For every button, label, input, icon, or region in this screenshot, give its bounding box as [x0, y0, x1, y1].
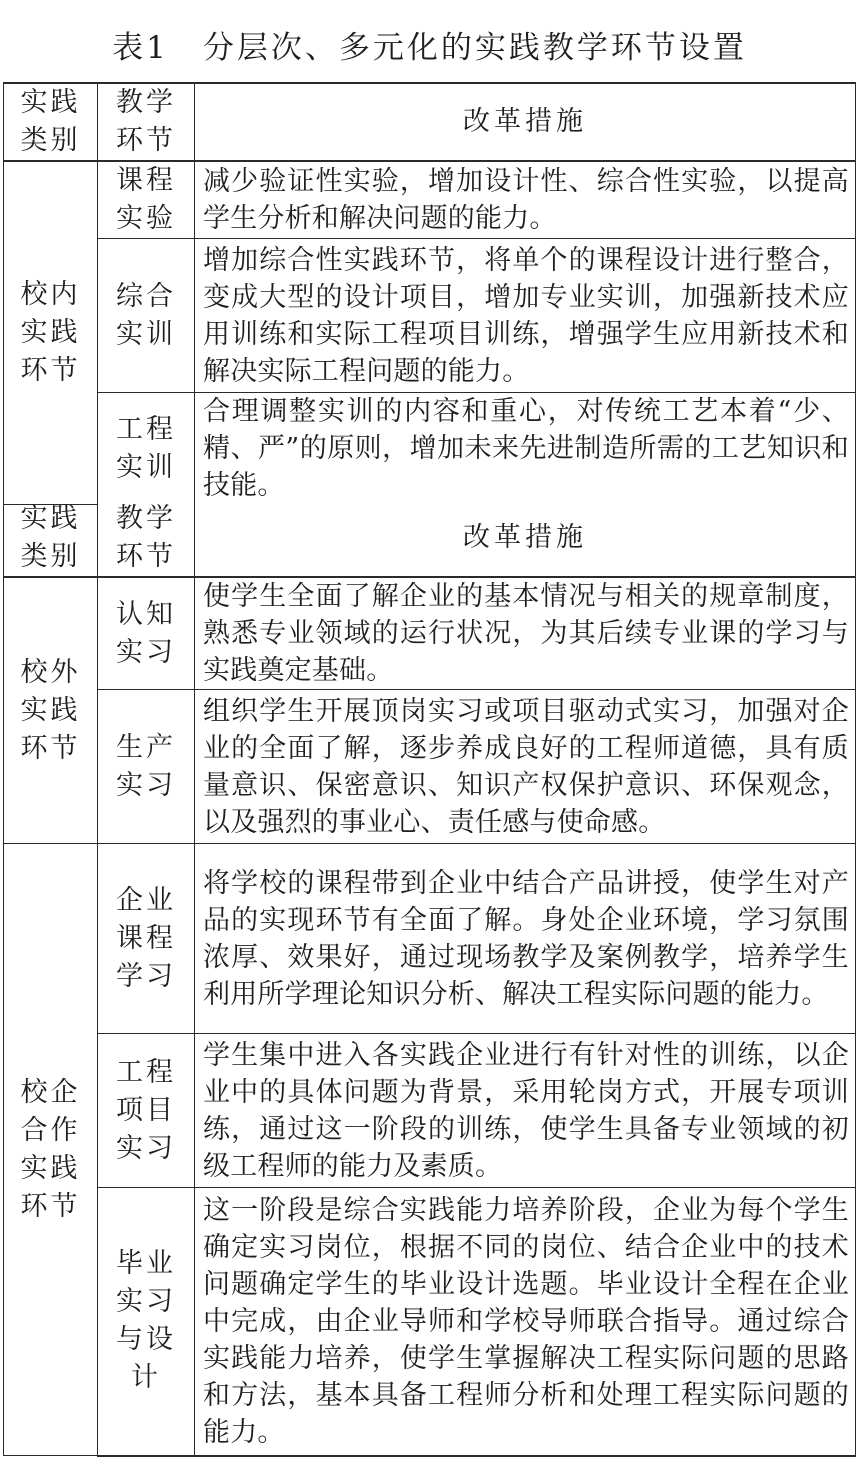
header-category: 实践 类别 — [4, 83, 98, 161]
table-row — [4, 690, 856, 844]
header-stage: 教学 环节 — [98, 500, 195, 577]
measure-cell: 减少验证性实验，增加设计性、综合性实验，以提高学生分析和解决问题的能力。 — [195, 161, 856, 239]
measure-cell: 这一阶段是综合实践能力培养阶段，企业为每个学生确定实习岗位，根据不同的岗位、结合企业中的技术问题确定学生的毕业设计选题。毕业设计全程在企业中完成，由企业导师和学校导师联合指导。通过综合实践能力培养，使学生掌握解决工程实际问题的思路和方法，基本具备工程师分析和处理工程实际问题的能力。 — [195, 1188, 856, 1456]
stage-cell: 综合 实训 — [98, 239, 195, 393]
table-row — [4, 239, 856, 393]
practice-table-part-1 — [3, 82, 856, 505]
table-row — [4, 393, 856, 505]
stage-cell: 毕业 实习 与设 计 — [98, 1188, 195, 1456]
category-cell-external: 校外 实践 环节 — [4, 577, 98, 844]
table-header-row-repeat — [4, 500, 856, 577]
table-row — [4, 161, 856, 239]
stage-cell: 课程 实验 — [98, 161, 195, 239]
measure-cell: 合理调整实训的内容和重心，对传统工艺本着“少、精、严”的原则，增加未来先进制造所需的工艺知识和技能。 — [195, 393, 856, 505]
stage-cell: 工程 实训 — [98, 393, 195, 505]
header-stage: 教学 环节 — [98, 83, 195, 161]
stage-cell: 生产 实习 — [98, 690, 195, 844]
category-cell-campus: 校内 实践 环节 — [4, 161, 98, 505]
table-row — [4, 844, 856, 1034]
measure-cell: 将学校的课程带到企业中结合产品讲授，使学生对产品的实现环节有全面了解。身处企业环境，学习氛围浓厚、效果好，通过现场教学及案例教学，培养学生利用所学理论知识分析、解决工程实际问题的能力。 — [195, 844, 856, 1034]
header-measures: 改革措施 — [195, 500, 856, 577]
header-category: 实践 类别 — [4, 500, 98, 577]
table-title: 表1 分层次、多元化的实践教学环节设置 — [112, 30, 747, 66]
table-header-row — [4, 83, 856, 161]
table-row — [4, 1034, 856, 1188]
measure-cell: 学生集中进入各实践企业进行有针对性的训练，以企业中的具体问题为背景，采用轮岗方式，开展专项训练，通过这一阶段的训练，使学生具备专业领域的初级工程师的能力及素质。 — [195, 1034, 856, 1188]
stage-cell: 企业 课程 学习 — [98, 844, 195, 1034]
measure-cell: 增加综合性实践环节，将单个的课程设计进行整合，变成大型的设计项目，增加专业实训，加强新技术应用训练和实际工程项目训练，增强学生应用新技术和解决实际工程问题的能力。 — [195, 239, 856, 393]
measure-cell: 组织学生开展顶岗实习或项目驱动式实习，加强对企业的全面了解，逐步养成良好的工程师道德，具有质量意识、保密意识、知识产权保护意识、环保观念，以及强烈的事业心、责任感与使命感。 — [195, 690, 856, 844]
stage-cell: 工程 项目 实习 — [98, 1034, 195, 1188]
table-row — [4, 577, 856, 690]
category-cell-cooperation: 校企 合作 实践 环节 — [4, 844, 98, 1456]
table-row — [4, 1188, 856, 1456]
stage-cell: 认知 实习 — [98, 577, 195, 690]
measure-cell: 使学生全面了解企业的基本情况与相关的规章制度，熟悉专业领域的运行状况，为其后续专业课的学习与实践奠定基础。 — [195, 577, 856, 690]
header-measures: 改革措施 — [195, 83, 856, 161]
practice-table-part-2 — [3, 500, 856, 1457]
